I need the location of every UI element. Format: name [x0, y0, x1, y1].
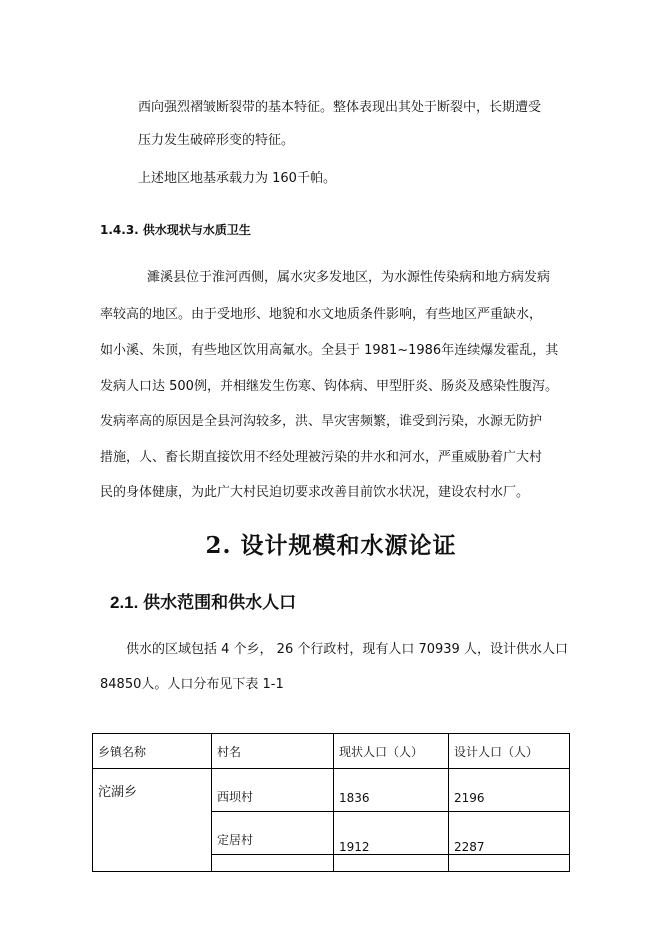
design-pop-cell: 2196: [449, 769, 570, 812]
current-pop-cell: 1912: [334, 812, 449, 855]
section-2-1-line-2: 84850人。人口分布见下表 1-1: [100, 677, 284, 692]
section-2-1-heading: 2.1. 供水范围和供水人口: [110, 593, 297, 612]
village-cell: 西坝村: [212, 769, 334, 812]
paragraph-line: 率较高的地区。由于受地形、地貌和水文地质条件影响，有些地区严重缺水，: [100, 307, 543, 322]
population-table: [92, 733, 570, 872]
paragraph-line: 发病率高的原因是全县河沟较多，洪、旱灾害频繁，谁受到污染，水源无防护: [100, 414, 543, 429]
village-cell: 定居村: [212, 812, 334, 855]
table-row: [93, 769, 570, 812]
table-cell: [334, 855, 449, 872]
section-1-4-3-heading: 1.4.3. 供水现状与水质卫生: [100, 223, 251, 237]
table-cell: [212, 855, 334, 872]
current-pop-cell: 1836: [334, 769, 449, 812]
section-2-1-line-1: 供水的区域包括 4 个乡， 26 个行政村，现有人口 70939 人，设计供水人口: [126, 642, 568, 657]
intro-line-2: 压力发生破碎形变的特征。: [138, 133, 295, 148]
table-cell: [449, 855, 570, 872]
paragraph-line: 民的身体健康，为此广大村民迫切要求改善目前饮水状况，建设农村水厂。: [100, 485, 530, 500]
paragraph-line: 发病人口达 500例，并相继发生伤寒、钩体病、甲型肝炎、肠炎及感染性腹泻。: [100, 379, 558, 394]
paragraph-line: 如小溪、朱顶，有些地区饮用高氟水。全县于 1981~1986年连续爆发霍乱，其: [100, 343, 559, 358]
table-header-cell: 乡镇名称: [93, 734, 212, 769]
township-cell: 沱湖乡: [93, 769, 212, 872]
paragraph-line: 措施，人、畜长期直接饮用不经处理被污染的井水和河水，严重威胁着广大村: [100, 450, 543, 465]
table-header-cell: 设计人口（人）: [449, 734, 570, 769]
chapter-2-title: 2. 设计规模和水源论证: [205, 532, 457, 559]
intro-line-1: 西向强烈褶皱断裂带的基本特征。整体表现出其处于断裂中，长期遭受: [138, 100, 542, 115]
paragraph-line: 濉溪县位于淮河西侧，属水灾多发地区，为水源性传染病和地方病发病: [147, 270, 551, 285]
table-header-cell: 村名: [212, 734, 334, 769]
intro-line-3: 上述地区地基承载力为 160千帕。: [138, 171, 336, 186]
table-header-row: [93, 734, 570, 769]
design-pop-cell: 2287: [449, 812, 570, 855]
table-header-cell: 现状人口（人）: [334, 734, 449, 769]
